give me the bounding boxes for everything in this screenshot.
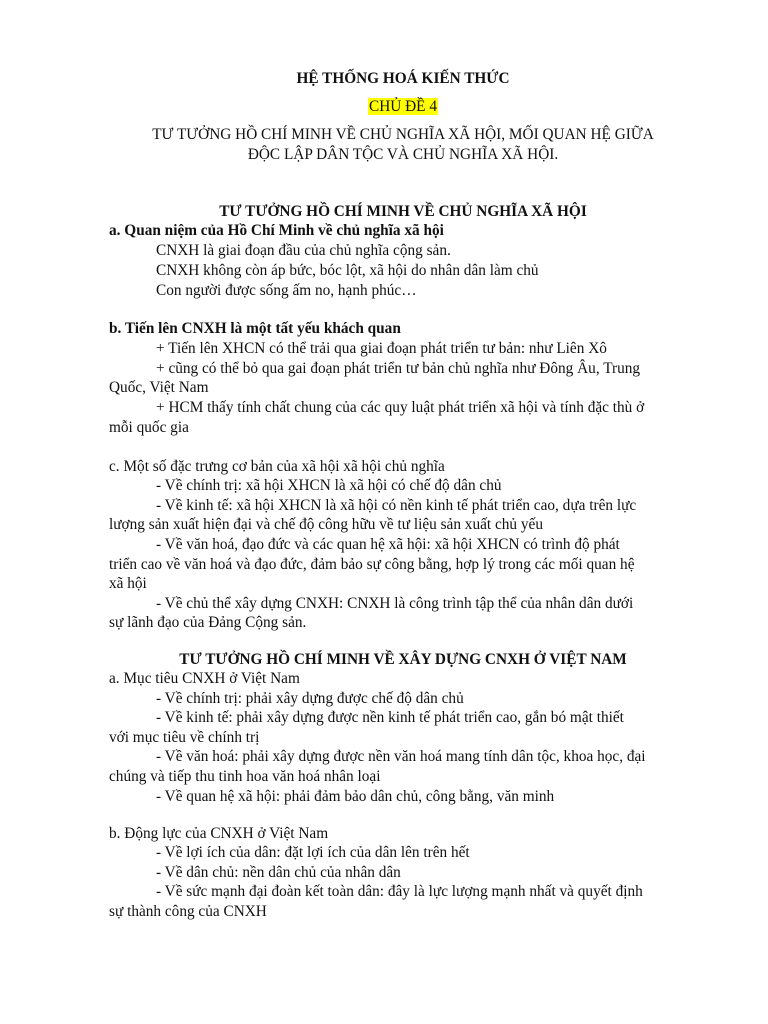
section1-a-line: CNXH không còn áp bức, bóc lột, xã hội do nhân dân làm chủ xyxy=(156,262,539,279)
section2-b-line: sự thành công của CNXH xyxy=(109,903,267,920)
section2-a-line: chúng và tiếp thu tinh hoa văn hoá nhân loại xyxy=(109,768,381,785)
section1-c-line: xã hội xyxy=(109,575,147,592)
subtitle-line-2: ĐỘC LẬP DÂN TỘC VÀ CHỦ NGHĨA XÃ HỘI. xyxy=(247,146,559,163)
document-title: HỆ THỐNG HOÁ KIẾN THỨC xyxy=(296,70,510,87)
section1-c-line: sự lãnh đạo của Đảng Cộng sản. xyxy=(109,614,307,631)
section2-a-line: - Về văn hoá: phải xây dựng được nền văn hoá mang tính dân tộc, khoa học, đại xyxy=(156,748,646,765)
section2-b-heading: b. Động lực của CNXH ở Việt Nam xyxy=(109,825,329,842)
section1-c-line: lượng sản xuất hiện đại và chế độ công hữu về tư liệu sản xuất chủ yếu xyxy=(109,516,543,533)
section2-a-line: - Về chính trị: phải xây dựng được chế độ dân chủ xyxy=(156,690,464,707)
section2-heading: TƯ TƯỞNG HỒ CHÍ MINH VỀ XÂY DỰNG CNXH Ở VIỆT NAM xyxy=(179,651,627,668)
section1-a-heading: a. Quan niệm của Hồ Chí Minh về chủ nghĩa xã hội xyxy=(109,222,444,239)
topic-label xyxy=(109,97,697,116)
section1-a-line: CNXH là giai đoạn đầu của chủ nghĩa cộng sản. xyxy=(156,242,451,259)
section1-c-line: - Về kinh tế: xã hội XHCN là xã hội có nền kinh tế phát triển cao, dựa trên lực xyxy=(156,497,637,514)
section1-c-line: - Về chủ thể xây dựng CNXH: CNXH là công trình tập thể của nhân dân dưới xyxy=(156,595,634,612)
topic-highlight: CHỦ ĐỀ 4 xyxy=(369,98,437,115)
section2-a-heading: a. Mục tiêu CNXH ở Việt Nam xyxy=(109,670,300,687)
section1-b-line: Quốc, Việt Nam xyxy=(109,379,209,396)
section2-a-line: với mục tiêu về chính trị xyxy=(109,729,260,746)
section1-c-line: - Về chính trị: xã hội XHCN là xã hội có chế độ dân chủ xyxy=(156,477,502,494)
section1-b-line: + Tiến lên XHCN có thể trải qua giai đoạn phát triển tư bản: như Liên Xô xyxy=(156,340,607,357)
section2-b-line: - Về sức mạnh đại đoàn kết toàn dân: đây là lực lượng mạnh nhất và quyết định xyxy=(156,883,643,900)
section1-heading: TƯ TƯỞNG HỒ CHÍ MINH VỀ CHỦ NGHĨA XÃ HỘI xyxy=(219,203,587,220)
section1-b-line: + HCM thấy tính chất chung của các quy luật phát triển xã hội và tính đặc thù ở xyxy=(156,399,645,416)
section1-b-line: + cũng có thể bỏ qua gai đoạn phát triển tư bản chủ nghĩa như Đông Âu, Trung xyxy=(156,360,641,377)
section1-a-line: Con người được sống ấm no, hạnh phúc… xyxy=(156,282,417,299)
section2-a-line: - Về quan hệ xã hội: phải đảm bảo dân chủ, công bằng, văn minh xyxy=(156,788,555,805)
subtitle-line-1: TƯ TƯỞNG HỒ CHÍ MINH VỀ CHỦ NGHĨA XÃ HỘI, MỐI QUAN HỆ GIỮA xyxy=(152,126,654,143)
section2-a-line: - Về kinh tế: phải xây dựng được nền kinh tế phát triển cao, gắn bó mật thiết xyxy=(156,709,624,726)
section2-b-line: - Về lợi ích của dân: đặt lợi ích của dân lên trên hết xyxy=(156,844,470,861)
section1-b-heading: b. Tiến lên CNXH là một tất yếu khách quan xyxy=(109,320,401,337)
section2-b-line: - Về dân chủ: nền dân chủ của nhân dân xyxy=(156,864,401,881)
section1-c-heading: c. Một số đặc trưng cơ bản của xã hội xã hội chủ nghĩa xyxy=(109,458,445,475)
section1-b-line: mỗi quốc gia xyxy=(109,419,189,436)
section1-c-line: triển cao về văn hoá và đạo đức, đảm bảo sự công bằng, hợp lý trong các mối quan hệ xyxy=(109,556,635,573)
section1-c-line: - Về văn hoá, đạo đức và các quan hệ xã hội: xã hội XHCN có trình độ phát xyxy=(156,536,620,553)
